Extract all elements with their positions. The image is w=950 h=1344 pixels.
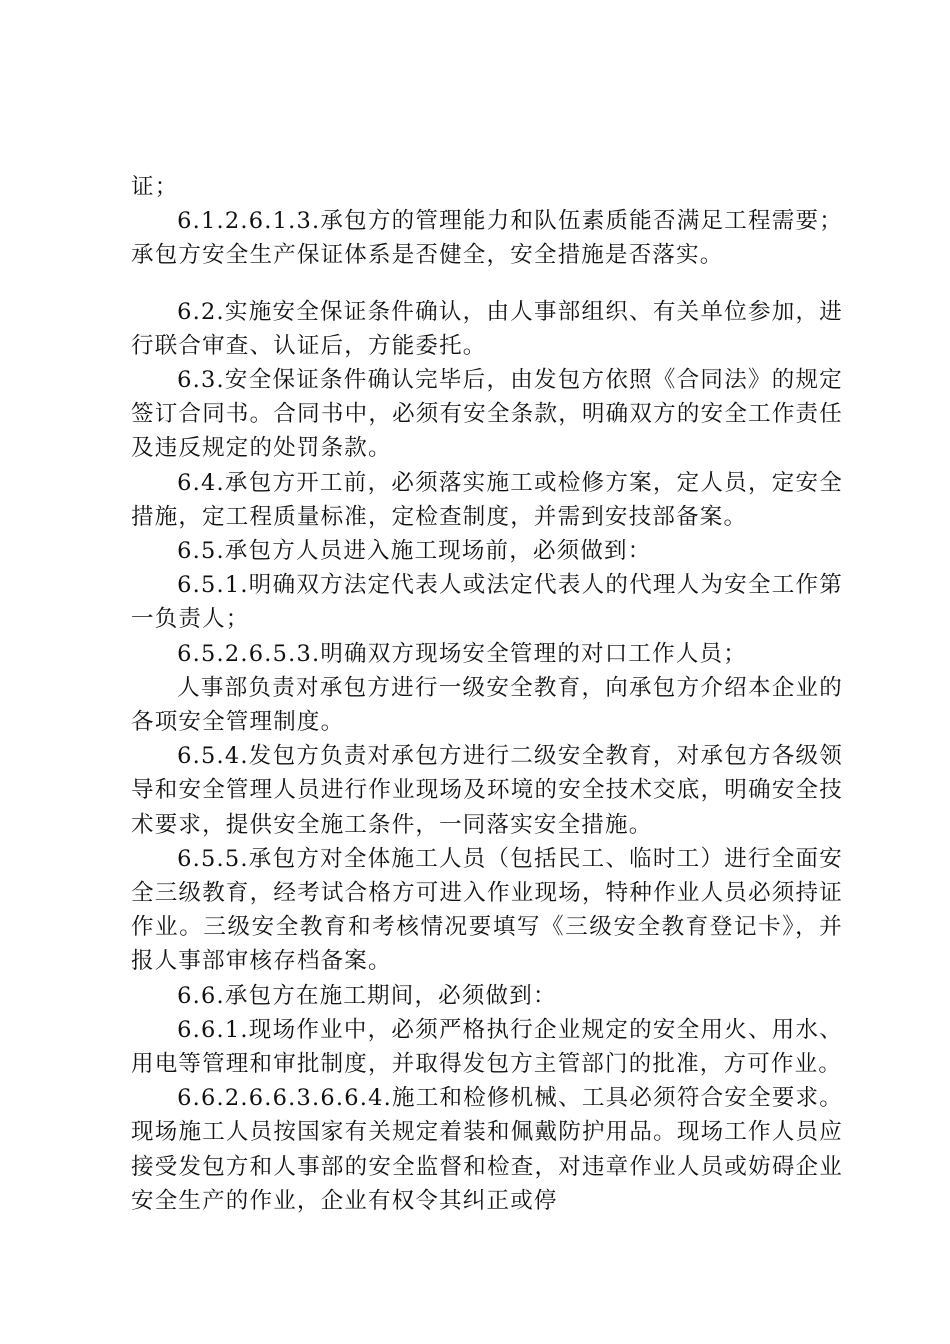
paragraph: 6.5.4.发包方负责对承包方进行二级安全教育，对承包方各级领导和安全管理人员进行作业现场及环境的安全技术交底，明确安全技术要求，提供安全施工条件，一同落实安全措施。 [131,743,843,838]
paragraph: 6.5.1.明确双方法定代表人或法定代表人的代理人为安全工作第一负责人； [131,572,843,633]
document-body [131,170,843,1218]
paragraph: 6.5.承包方人员进入施工现场前，必须做到： [177,538,652,565]
paragraph: 6.6.承包方在施工期间，必须做到： [177,982,557,1009]
paragraph: 6.5.5.承包方对全体施工人员（包括民工、临时工）进行全面安全三级教育，经考试合格方可进入作业现场，特种作业人员必须持证作业。三级安全教育和考核情况要填写《三级安全教育登记卡》，并报人事部审核存档备案。 [131,845,843,975]
paragraph: 人事部负责对承包方进行一级安全教育，向承包方介绍本企业的各项安全管理制度。 [131,674,843,736]
paragraph: 证； [131,174,179,200]
paragraph: 6.3.安全保证条件确认完毕后，由发包方依照《合同法》的规定签订合同书。合同书中，必须有安全条款，明确双方的安全工作责任及违反规定的处罚条款。 [131,367,843,462]
paragraph: 6.6.2.6.6.3.6.6.4.施工和检修机械、工具必须符合安全要求。现场施工人员按国家有关规定着装和佩戴防护用品。现场工作人员应接受发包方和人事部的安全监督和检查，对违章作业人员或妨碍企业安全生产的作业，企业有权令其纠正或停 [131,1085,843,1214]
paragraph: 6.5.2.6.5.3.明确双方现场安全管理的对口工作人员； [177,640,747,667]
paragraph: 6.1.2.6.1.3.承包方的管理能力和队伍素质能否满足工程需要；承包方安全生产保证体系是否健全，安全措施是否落实。 [131,208,843,269]
paragraph: 6.2.实施安全保证条件确认，由人事部组织、有关单位参加，进行联合审查、认证后，方能委托。 [131,298,843,359]
paragraph-gap [131,273,843,295]
paragraph: 6.4.承包方开工前，必须落实施工或检修方案，定人员，定安全措施，定工程质量标准，定检查制度，并需到安技部备案。 [131,469,843,530]
paragraph: 6.6.1.现场作业中，必须严格执行企业规定的安全用火、用水、用电等管理和审批制度，并取得发包方主管部门的批准，方可作业。 [131,1016,843,1078]
